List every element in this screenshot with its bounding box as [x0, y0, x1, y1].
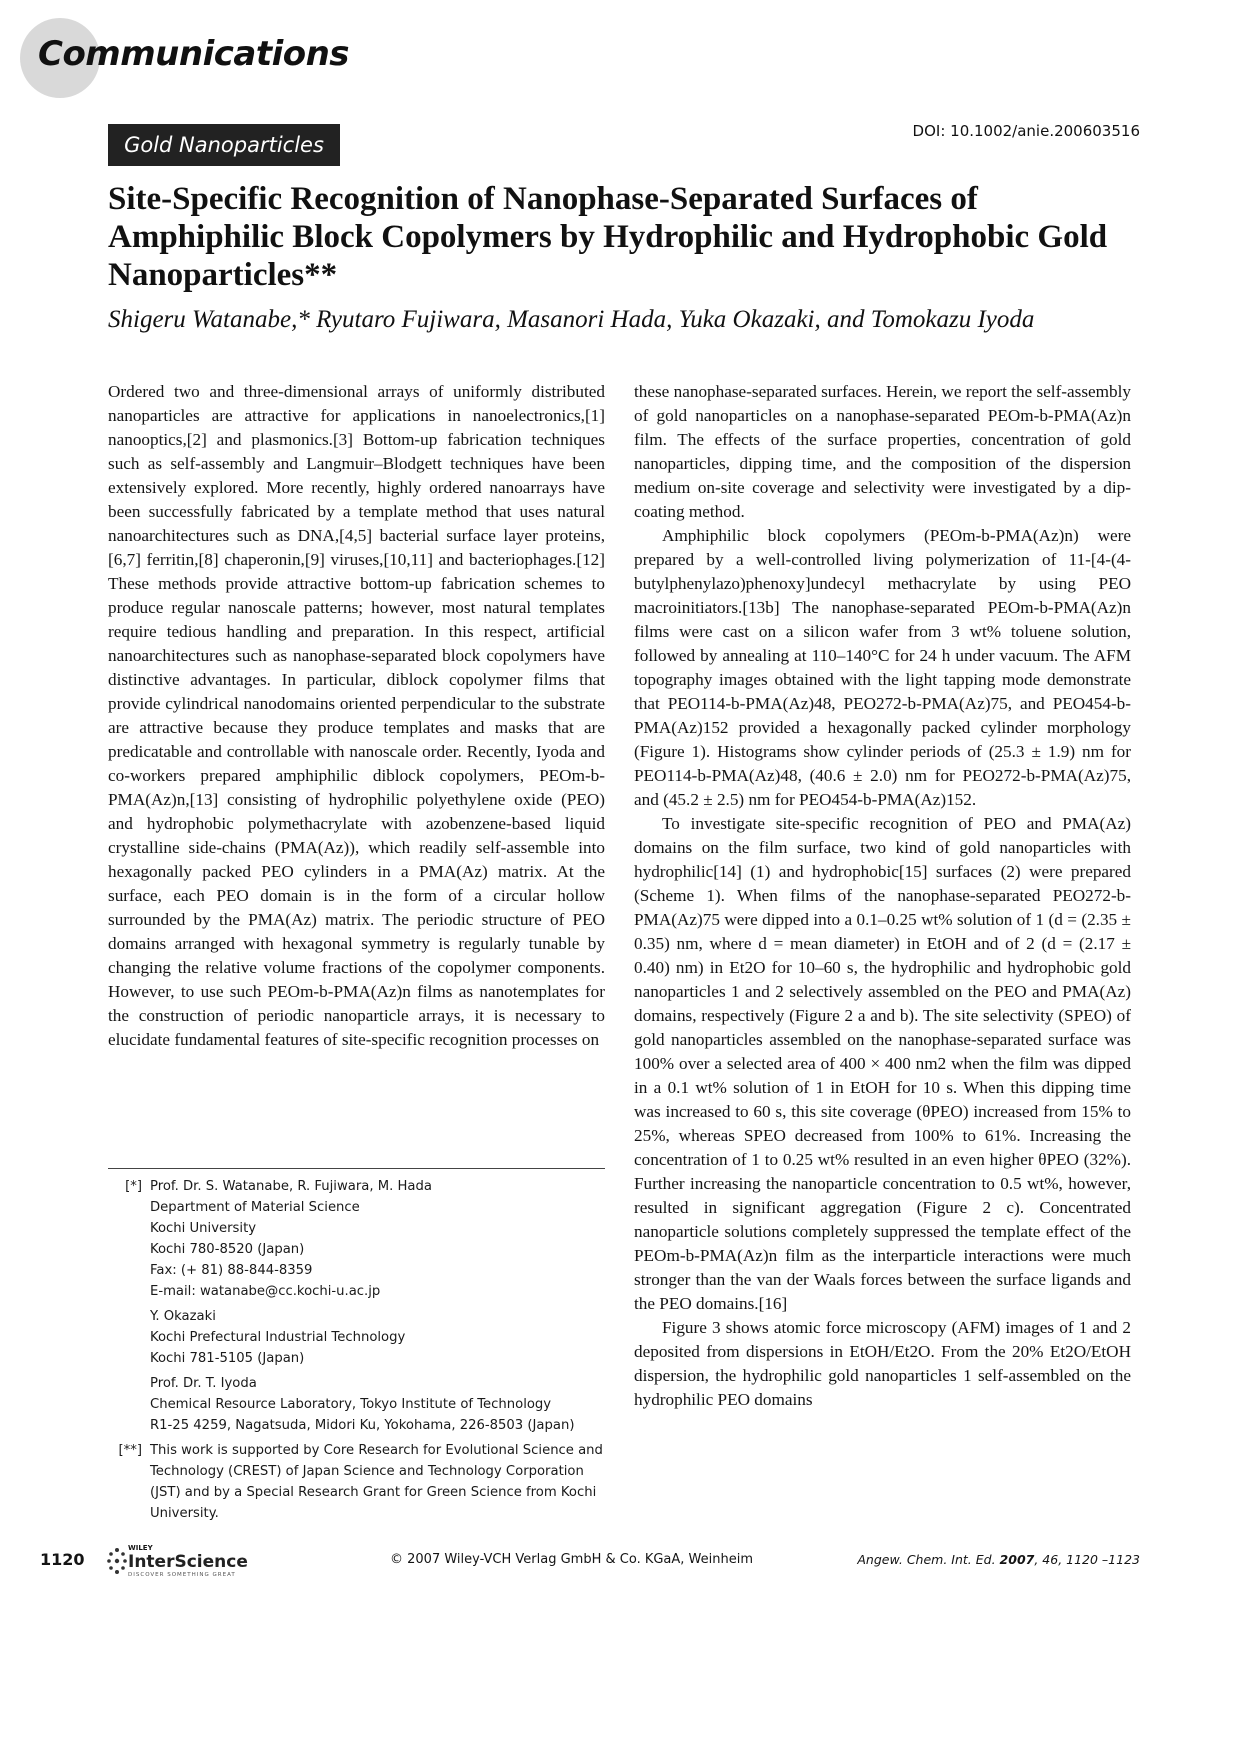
- logo-wiley-text: WILEY: [128, 1544, 153, 1552]
- affiliation-line: Kochi 781-5105 (Japan): [150, 1351, 305, 1366]
- body-paragraph: Amphiphilic block copolymers (PEOm-b-PMA(Az)n) were prepared by a well-controlled living polymerization of 11-[4-(4-butylphenylazo)phenoxy]undecyl methacrylate by using PEO macroinitiators.[13b] The nanophase-separated PEOm-b-PMA(Az)n films were cast on a silicon wafer from 3 wt% toluene solution, followed by annealing at 110–140°C for 24 h under vacuum. The AFM topography images obtained with the light tapping mode demonstrate that PEO114-b-PMA(Az)48, PEO272-b-PMA(Az)75, and PEO454-b-PMA(Az)152 provided a hexagonally packed cylinder morphology (Figure 1). Histograms show cylinder periods of (25.3 ± 1.9) nm for PEO114-b-PMA(Az)48, (40.6 ± 2.0) nm for PEO272-b-PMA(Az)75, and (45.2 ± 2.5) nm for PEO454-b-PMA(Az)152.: [634, 526, 1131, 809]
- logo-tagline: DISCOVER SOMETHING GREAT: [128, 1572, 236, 1578]
- category-badge: Gold Nanoparticles: [108, 124, 340, 166]
- affiliation-footnote: [108, 1176, 605, 1436]
- publisher-logo: [106, 1546, 266, 1580]
- affiliation-line: Kochi Prefectural Industrial Technology: [150, 1330, 406, 1345]
- body-column-right: [634, 380, 1131, 1412]
- affiliation-line: Kochi University: [150, 1221, 257, 1236]
- doi-text: DOI: 10.1002/anie.200603516: [912, 122, 1140, 140]
- article-title: Site-Specific Recognition of Nanophase-Separated Surfaces of Amphiphilic Block Copolymers by Hydrophilic and Hydrophobic Gold Nanoparticles**: [108, 181, 1108, 293]
- journal-year: 2007: [999, 1552, 1035, 1567]
- journal-reference: [857, 1552, 1140, 1567]
- journal-name: Angew. Chem. Int. Ed.: [857, 1552, 996, 1567]
- body-paragraph: Ordered two and three-dimensional arrays of uniformly distributed nanoparticles are attractive for applications in nanoelectronics,[1] nanooptics,[2] and plasmonics.[3] Bottom-up fabrication techniques such as self-assembly and Langmuir–Blodgett techniques have been extensively explored. More recently, highly ordered nanoarrays have been successfully fabricated by a template method that uses natural nanoarchitectures such as DNA,[4,5] bacterial surface layer proteins,[6,7] ferritin,[8] chaperonin,[9] viruses,[10,11] and bacteriophages.[12] These methods provide attractive bottom-up fabrication schemes to produce regular nanoscale patterns; however, most natural templates require tedious handling and preparation. In this respect, artificial nanoarchitectures such as nanophase-separated block copolymers have distinctive advantages. In particular, diblock copolymer films that provide cylindrical nanodomains oriented perpendicular to the substrate are attractive because they produce templates and masks that are predicatable and controllable with nanoscale order. Recently, Iyoda and co-workers prepared amphiphilic diblock copolymers, PEOm-b-PMA(Az)n,[13] consisting of hydrophilic polyethylene oxide (PEO) and hydrophobic polymethacrylate with azobenzene-based liquid crystalline side-chains (PMA(Az)), which readily self-assemble into hexagonally packed PEO cylinders in a PMA(Az) matrix. At the surface, each PEO domain is in the form of a circular hollow surrounded by the PMA(Az) matrix. The periodic structure of PEO domains arranged with hexagonal symmetry is regularly tunable by changing the relative volume fractions of the copolymer components. However, to use such PEOm-b-PMA(Az)n films as nanotemplates for the construction of periodic nanoparticle arrays, it is necessary to elucidate fundamental features of site-specific recognition processes on: [108, 382, 605, 1049]
- body-column-left: [108, 380, 605, 1052]
- body-paragraph: To investigate site-specific recognition of PEO and PMA(Az) domains on the film surface, two kind of gold nanoparticles with hydrophilic[14] (1) and hydrophobic[15] surfaces (2) were prepared (Scheme 1). When films of the nanophase-separated PEO272-b-PMA(Az)75 were dipped into a 0.1–0.25 wt% solution of 1 (d = (2.35 ± 0.35) nm, where d = mean diameter) in EtOH and of 2 (d = (2.17 ± 0.40) nm) in Et2O for 10–60 s, the hydrophilic and hydrophobic gold nanoparticles 1 and 2 selectively assembled on the PEO and PMA(Az) domains, respectively (Figure 2 a and b). The site selectivity (SPEO) of gold nanoparticles assembled on the nanophase-separated surface was 100% over a selected area of 400 × 400 nm2 when the film was dipped in a 0.1 wt% solution of 1 in EtOH for 10 s. When this dipping time was increased to 60 s, this site coverage (θPEO) increased from 15% to 25%, whereas SPEO decreased from 100% to 61%. Increasing the concentration of 1 to 0.25 wt% resulted in an even higher θPEO (32%). Further increasing the nanoparticle concentration to 0.5 wt%, however, resulted in significant aggregation (Figure 2 c). Concentrated nanoparticle solutions completely suppressed the template effect of the PEOm-b-PMA(Az)n film as the interparticle interactions were much stronger than the van der Waals forces between the surface ligands and the PEO domains.[16]: [634, 814, 1131, 1313]
- affiliation-line: Department of Material Science: [150, 1200, 360, 1215]
- footnotes: [108, 1176, 605, 1524]
- acknowledgement-footnote: [108, 1440, 605, 1524]
- interscience-dots-icon: [106, 1546, 128, 1576]
- page-number: 1120: [40, 1550, 85, 1569]
- author-list: Shigeru Watanabe,* Ryutaro Fujiwara, Masanori Hada, Yuka Okazaki, and Tomokazu Iyoda: [108, 306, 1035, 333]
- fax-line: Fax: (+ 81) 88-844-8359: [150, 1263, 313, 1278]
- affiliation-line: Y. Okazaki: [150, 1309, 216, 1324]
- footnote-divider: [108, 1168, 605, 1169]
- page-footer: [0, 1544, 1240, 1578]
- body-paragraph: these nanophase-separated surfaces. Herein, we report the self-assembly of gold nanoparticles on a nanophase-separated PEOm-b-PMA(Az)n film. The effects of the surface properties, concentration of gold nanoparticles, dipping time, and the composition of the dispersion medium on-site coverage and selectivity were investigated by a dip-coating method.: [634, 382, 1131, 521]
- affiliation-line: Prof. Dr. S. Watanabe, R. Fujiwara, M. Hada: [150, 1179, 432, 1194]
- affiliation-line: R1-25 4259, Nagatsuda, Midori Ku, Yokohama, 226-8503 (Japan): [150, 1418, 575, 1433]
- section-header: Communications: [38, 34, 350, 74]
- copyright-notice: © 2007 Wiley-VCH Verlag GmbH & Co. KGaA, Weinheim: [390, 1552, 754, 1567]
- affiliation-line: Prof. Dr. T. Iyoda: [150, 1376, 257, 1391]
- email-line: E-mail: watanabe@cc.kochi-u.ac.jp: [150, 1284, 381, 1299]
- journal-volume-pages: , 46, 1120 –1123: [1034, 1552, 1140, 1567]
- acknowledgement-text: This work is supported by Core Research for Evolutional Science and Technology (CREST) of Japan Science and Technology Corporation (JST) and by a Special Research Grant for Green Science from Kochi University.: [150, 1443, 603, 1521]
- affiliation-line: Kochi 780-8520 (Japan): [150, 1242, 305, 1257]
- logo-interscience-text: InterScience: [128, 1552, 248, 1572]
- footnote-marker: [**]: [118, 1443, 142, 1458]
- footnote-marker: [*]: [125, 1179, 142, 1194]
- affiliation-line: Chemical Resource Laboratory, Tokyo Institute of Technology: [150, 1397, 552, 1412]
- body-paragraph: Figure 3 shows atomic force microscopy (AFM) images of 1 and 2 deposited from dispersions in EtOH/Et2O. From the 20% Et2O/EtOH dispersion, the hydrophilic gold nanoparticles 1 self-assembled on the hydrophilic PEO domains: [634, 1318, 1131, 1409]
